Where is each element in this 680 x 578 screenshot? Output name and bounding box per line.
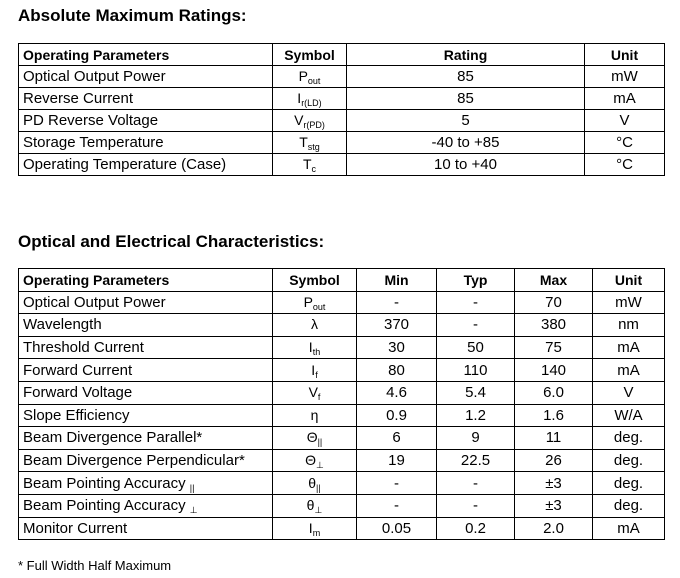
- table-row: [19, 381, 665, 404]
- min-cell: 19: [357, 449, 437, 472]
- header-unit: Unit: [593, 269, 665, 292]
- unit-cell: W/A: [593, 404, 665, 427]
- min-cell: 0.05: [357, 517, 437, 540]
- max-cell: 70: [515, 291, 593, 314]
- header-max: Max: [515, 269, 593, 292]
- parameter-name: Forward Current: [23, 361, 133, 379]
- table-row: [19, 110, 665, 132]
- min-cell: 80: [357, 359, 437, 382]
- symbol-cell: [273, 494, 357, 517]
- rating-cell: 85: [347, 66, 585, 88]
- symbol-cell: [273, 359, 357, 382]
- parameter-cell: [19, 472, 273, 495]
- typ-cell: -: [437, 291, 515, 314]
- symbol-main: I: [308, 339, 313, 356]
- symbol-main: V: [294, 112, 304, 128]
- parameter-name: Storage Temperature: [23, 134, 164, 151]
- symbol-main: I: [311, 361, 316, 378]
- unit-cell: °C: [585, 154, 665, 176]
- parameter-name: Beam Divergence Perpendicular*: [23, 452, 245, 470]
- table-row: [19, 449, 665, 472]
- symbol-main: θ: [308, 474, 317, 491]
- symbol-cell: [273, 291, 357, 314]
- unit-cell: deg.: [593, 494, 665, 517]
- parameter-subscript: ⊥: [189, 505, 198, 516]
- parameter-subscript: ||: [189, 482, 195, 493]
- max-cell: 2.0: [515, 517, 593, 540]
- table-row: [19, 132, 665, 154]
- header-symbol: Symbol: [273, 44, 347, 66]
- parameter-cell: [19, 517, 273, 540]
- symbol-cell: [273, 472, 357, 495]
- parameter-name: Beam Divergence Parallel*: [23, 429, 203, 447]
- symbol-subscript: stg: [307, 142, 320, 152]
- typ-cell: -: [437, 314, 515, 337]
- unit-cell: V: [585, 110, 665, 132]
- parameter-name: Forward Voltage: [23, 384, 133, 402]
- min-cell: 370: [357, 314, 437, 337]
- parameter-name: PD Reverse Voltage: [23, 112, 159, 129]
- symbol-main: P: [298, 68, 308, 84]
- typ-cell: 5.4: [437, 381, 515, 404]
- max-cell: 26: [515, 449, 593, 472]
- header-min: Min: [357, 269, 437, 292]
- symbol-subscript: ⊥: [314, 505, 323, 516]
- symbol-subscript: out: [312, 301, 326, 312]
- table-header-row: [19, 44, 665, 66]
- symbol-cell: [273, 314, 357, 337]
- header-operating-parameters: Operating Parameters: [19, 44, 273, 66]
- typ-cell: -: [437, 472, 515, 495]
- parameter-cell: [19, 291, 273, 314]
- symbol-subscript: ||: [317, 437, 323, 448]
- header-typ: Typ: [437, 269, 515, 292]
- parameter-name: Monitor Current: [23, 519, 128, 537]
- table-row: [19, 472, 665, 495]
- optical-characteristics-table: [18, 268, 665, 540]
- parameter-name: Optical Output Power: [23, 293, 166, 311]
- table-row: [19, 154, 665, 176]
- symbol-main: θ: [306, 497, 315, 514]
- table-row: [19, 404, 665, 427]
- unit-cell: mA: [593, 336, 665, 359]
- min-cell: -: [357, 494, 437, 517]
- table-row: [19, 291, 665, 314]
- parameter-name: Beam Pointing Accuracy: [23, 474, 186, 492]
- symbol-cell: [273, 404, 357, 427]
- symbol-cell: [273, 110, 347, 132]
- min-cell: 4.6: [357, 381, 437, 404]
- header-symbol: Symbol: [273, 269, 357, 292]
- symbol-subscript: th: [312, 347, 321, 358]
- min-cell: -: [357, 291, 437, 314]
- table-row: [19, 517, 665, 540]
- parameter-cell: [19, 66, 273, 88]
- symbol-subscript: r(LD): [301, 98, 322, 108]
- min-cell: -: [357, 472, 437, 495]
- parameter-name: Wavelength: [23, 316, 102, 334]
- unit-cell: V: [593, 381, 665, 404]
- parameter-cell: [19, 336, 273, 359]
- parameter-cell: [19, 88, 273, 110]
- symbol-main: T: [299, 134, 308, 150]
- parameter-name: Slope Efficiency: [23, 406, 130, 424]
- min-cell: 0.9: [357, 404, 437, 427]
- rating-cell: 85: [347, 88, 585, 110]
- symbol-main: I: [297, 90, 302, 106]
- symbol-main: T: [302, 156, 312, 172]
- header-rating: Rating: [347, 44, 585, 66]
- optical-characteristics-title: Optical and Electrical Characteristics:: [18, 232, 325, 251]
- symbol-subscript: m: [312, 527, 321, 538]
- symbol-cell: [273, 88, 347, 110]
- parameter-name: Operating Temperature (Case): [23, 156, 227, 173]
- symbol-cell: [273, 336, 357, 359]
- symbol-main: Θ: [306, 429, 318, 446]
- rating-cell: 10 to +40: [347, 154, 585, 176]
- symbol-subscript: r(PD): [303, 120, 325, 130]
- unit-cell: mA: [593, 359, 665, 382]
- parameter-name: Optical Output Power: [23, 68, 166, 85]
- max-cell: ±3: [515, 472, 593, 495]
- symbol-subscript: f: [315, 369, 318, 380]
- typ-cell: 0.2: [437, 517, 515, 540]
- symbol-subscript: out: [307, 76, 321, 86]
- min-cell: 30: [357, 336, 437, 359]
- max-cell: ±3: [515, 494, 593, 517]
- unit-cell: °C: [585, 132, 665, 154]
- header-unit: Unit: [585, 44, 665, 66]
- typ-cell: 22.5: [437, 449, 515, 472]
- symbol-subscript: ⊥: [316, 460, 324, 471]
- symbol-cell: [273, 154, 347, 176]
- parameter-cell: [19, 404, 273, 427]
- unit-cell: mW: [593, 291, 665, 314]
- table-row: [19, 427, 665, 450]
- symbol-main: V: [308, 384, 318, 401]
- symbol-cell: [273, 132, 347, 154]
- max-cell: 6.0: [515, 381, 593, 404]
- max-cell: 380: [515, 314, 593, 337]
- unit-cell: mA: [593, 517, 665, 540]
- symbol-main: η: [310, 406, 319, 423]
- parameter-cell: [19, 154, 273, 176]
- parameter-cell: [19, 359, 273, 382]
- symbol-main: Θ: [305, 452, 317, 469]
- symbol-main: λ: [311, 316, 318, 333]
- typ-cell: 1.2: [437, 404, 515, 427]
- symbol-subscript: c: [311, 164, 317, 174]
- typ-cell: 9: [437, 427, 515, 450]
- footnote: * Full Width Half Maximum: [18, 558, 172, 573]
- table-row: [19, 314, 665, 337]
- parameter-cell: [19, 381, 273, 404]
- table-row: [19, 336, 665, 359]
- parameter-cell: [19, 427, 273, 450]
- symbol-cell: [273, 427, 357, 450]
- symbol-cell: [273, 449, 357, 472]
- unit-cell: mA: [585, 88, 665, 110]
- max-cell: 140: [515, 359, 593, 382]
- typ-cell: -: [437, 494, 515, 517]
- max-cell: 1.6: [515, 404, 593, 427]
- parameter-cell: [19, 494, 273, 517]
- symbol-cell: [273, 66, 347, 88]
- table-row: [19, 88, 665, 110]
- symbol-subscript: ||: [316, 482, 321, 493]
- parameter-cell: [19, 132, 273, 154]
- absolute-ratings-title: Absolute Maximum Ratings:: [18, 6, 247, 25]
- symbol-subscript: f: [317, 392, 321, 403]
- symbol-main: P: [303, 293, 313, 310]
- max-cell: 11: [515, 427, 593, 450]
- typ-cell: 110: [437, 359, 515, 382]
- parameter-cell: [19, 314, 273, 337]
- absolute-ratings-table: [18, 43, 665, 176]
- parameter-cell: [19, 110, 273, 132]
- table-row: [19, 66, 665, 88]
- max-cell: 75: [515, 336, 593, 359]
- unit-cell: deg.: [593, 427, 665, 450]
- symbol-cell: [273, 381, 357, 404]
- symbol-main: I: [308, 519, 313, 536]
- table-row: [19, 359, 665, 382]
- rating-cell: 5: [347, 110, 585, 132]
- rating-cell: -40 to +85: [347, 132, 585, 154]
- parameter-name: Beam Pointing Accuracy: [23, 497, 186, 515]
- min-cell: 6: [357, 427, 437, 450]
- table-row: [19, 494, 665, 517]
- unit-cell: mW: [585, 66, 665, 88]
- header-operating-parameters: Operating Parameters: [19, 269, 273, 292]
- table-header-row: [19, 269, 665, 292]
- parameter-name: Threshold Current: [23, 339, 144, 357]
- typ-cell: 50: [437, 336, 515, 359]
- unit-cell: deg.: [593, 472, 665, 495]
- parameter-cell: [19, 449, 273, 472]
- parameter-name: Reverse Current: [23, 90, 134, 107]
- unit-cell: nm: [593, 314, 665, 337]
- unit-cell: deg.: [593, 449, 665, 472]
- symbol-cell: [273, 517, 357, 540]
